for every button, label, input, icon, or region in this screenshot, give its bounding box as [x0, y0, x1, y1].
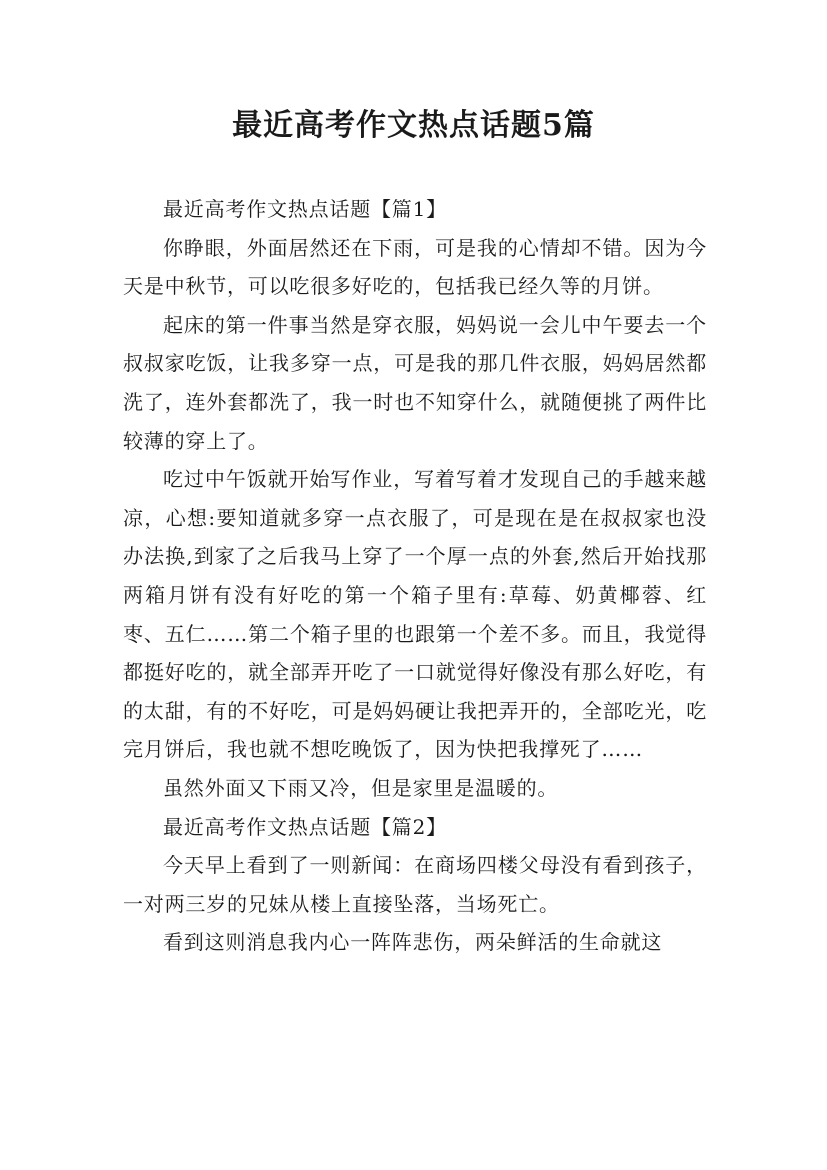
- section-heading-2: 最近高考作文热点话题【篇2】: [163, 814, 447, 839]
- paragraph: 吃过中午饭就开始写作业，写着写着才发现自己的手越来越凉，心想:要知道就多穿一点衣服了，可是现在是在叔叔家也没办法换,到家了之后我马上穿了一个厚一点的外套,然后开始找那两箱月饼有没有好吃的第一个箱子里有:草莓、奶黄椰蓉、红枣、五仁……第二个箱子里的也跟第一个差不多。而且，我觉得都挺好吃的，就全部弄开吃了一口就觉得好像没有那么好吃，有的太甜，有的不好吃，可是妈妈硬让我把弄开的，全部吃光，吃完月饼后，我也就不想吃晚饭了，因为快把我撑死了……: [123, 467, 707, 762]
- paragraph: 今天早上看到了一则新闻：在商场四楼父母没有看到孩子，一对两三岁的兄妹从楼上直接坠落，当场死亡。: [123, 853, 707, 916]
- paragraph: 你睁眼，外面居然还在下雨，可是我的心情却不错。因为今天是中秋节，可以吃很多好吃的，包括我已经久等的月饼。: [123, 235, 707, 299]
- section-heading-1: 最近高考作文热点话题【篇1】: [163, 197, 447, 221]
- document-body: [123, 190, 707, 962]
- document-title: 最近高考作文热点话题5篇: [232, 108, 595, 143]
- paragraph: 起床的第一件事当然是穿衣服，妈妈说一会儿中午要去一个叔叔家吃饭，让我多穿一点，可是我的那几件衣服，妈妈居然都洗了，连外套都洗了，我一时也不知穿什么，就随便挑了两件比较薄的穿上了。: [123, 312, 707, 453]
- paragraph: 虽然外面又下雨又冷，但是家里是温暖的。: [163, 775, 559, 800]
- paragraph: 看到这则消息我内心一阵阵悲伤，两朵鲜活的生命就这: [163, 930, 663, 955]
